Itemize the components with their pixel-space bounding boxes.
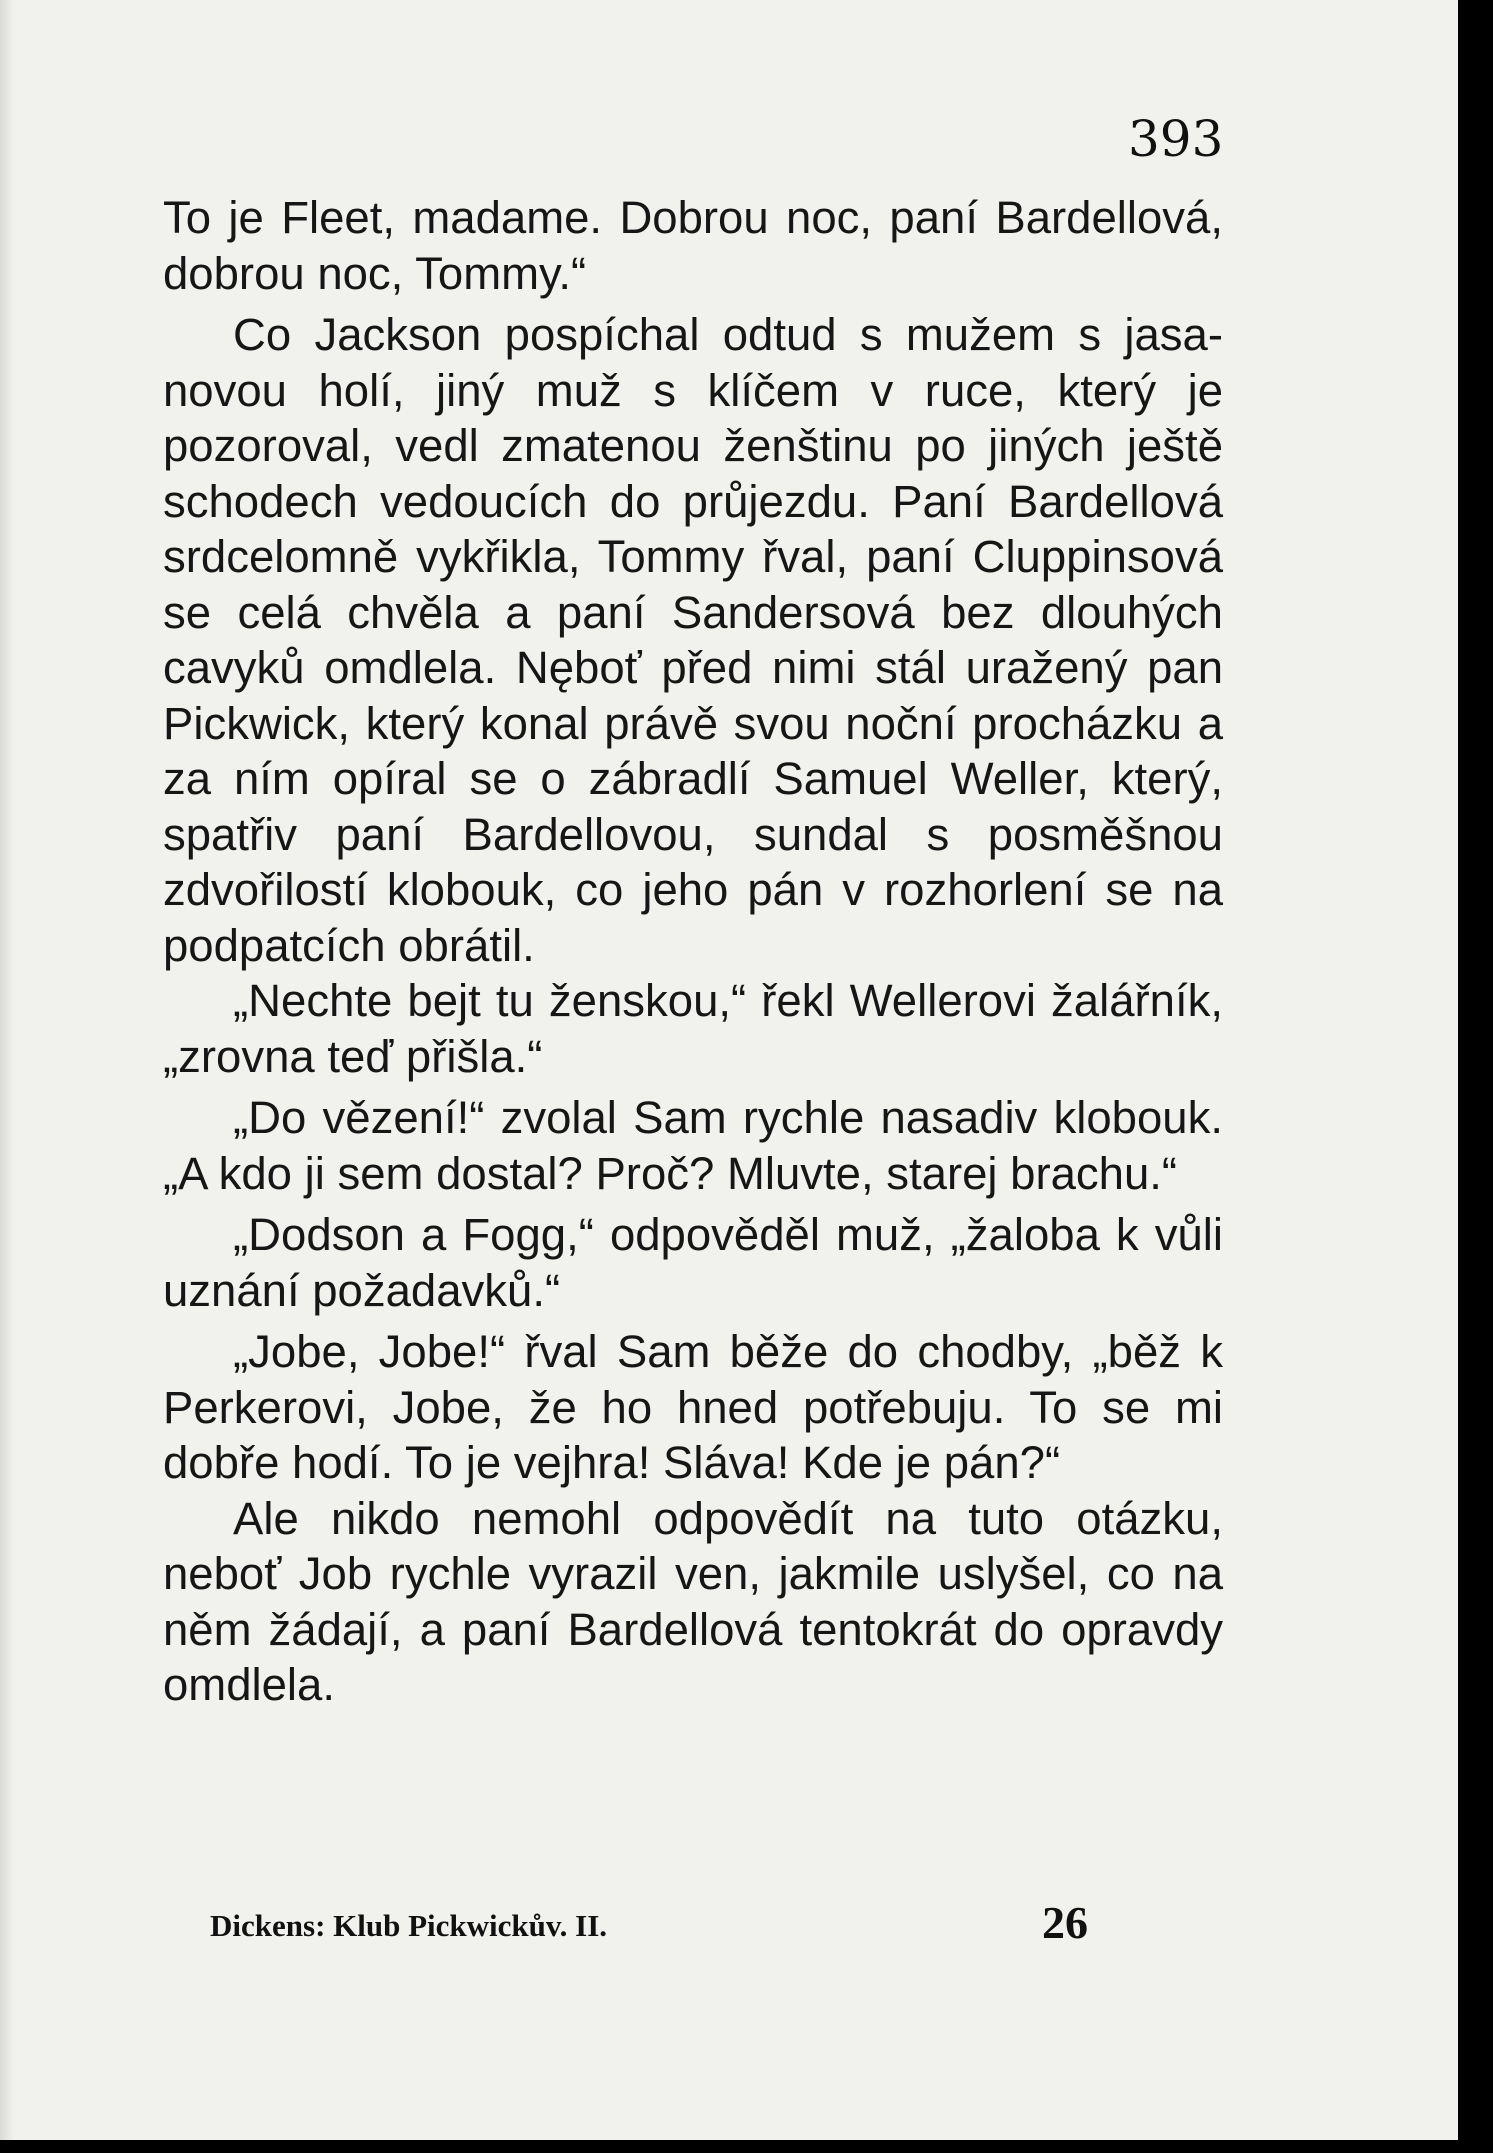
footer-book-title: Dickens: Klub Pickwickův. II. [210, 1908, 608, 1943]
paragraph-2: Co Jackson pospíchal odtud s mužem s jasanovou holí, jiný muž s klíčem v ruce, který je pozoroval, vedl zmatenou ženštinu po jiných ještě schodech vedoucích do průjezdu. Paní Bardellová srdcelomně vykřikla, Tommy řval, paní Cluppinsová se celá chvěla a paní Sandersová bez dlouhých cavyků omdlela. Nęboť před nimi stál uražený pan Pickwick, který konal právě svou noční procházku a za ním opíral se o zábradlí Samuel Weller, který, spatřiv paní Bardellovou, sundal s posměšnou zdvořilostí klobouk, co jeho pán v rozhorlení se na podpatcích obrátil. [163, 309, 1223, 971]
page-edge-shadow [0, 0, 14, 2140]
paragraph-3: „Nechte bejt tu ženskou,“ řekl Wellerovi žalářník, „zrovna teď přišla.“ [163, 975, 1223, 1082]
footer-signature-number: 26 [1042, 1897, 1088, 1948]
page-number: 393 [1128, 110, 1224, 168]
paragraph-4: „Do vězení!“ zvolal Sam rychle nasadiv klobouk. „A kdo ji sem dostal? Proč? Mluvte, starej brachu.“ [163, 1092, 1223, 1199]
paragraph-6: „Jobe, Jobe!“ řval Sam běže do chodby, „běž k Perkerovi, Jobe, že ho hned potřebuju. To se mi dobře hodí. To je vejhra! Sláva! Kde je pán?“ [163, 1326, 1223, 1488]
paragraph-1: To je Fleet, madame. Dobrou noc, paní Bardellová, dobrou noc, Tommy.“ [163, 192, 1223, 299]
paragraph-5: „Dodson a Fogg,“ odpověděl muž, „žaloba k vůli uznání požadavků.“ [163, 1209, 1223, 1316]
page-body-text [163, 190, 1223, 1713]
paragraph-7: Ale nikdo nemohl odpovědít na tuto otázku, neboť Job rychle vyrazil ven, jakmile uslyšel, co na něm žádají, a paní Bardellová tentokrát do opravdy omdlela. [163, 1492, 1223, 1710]
